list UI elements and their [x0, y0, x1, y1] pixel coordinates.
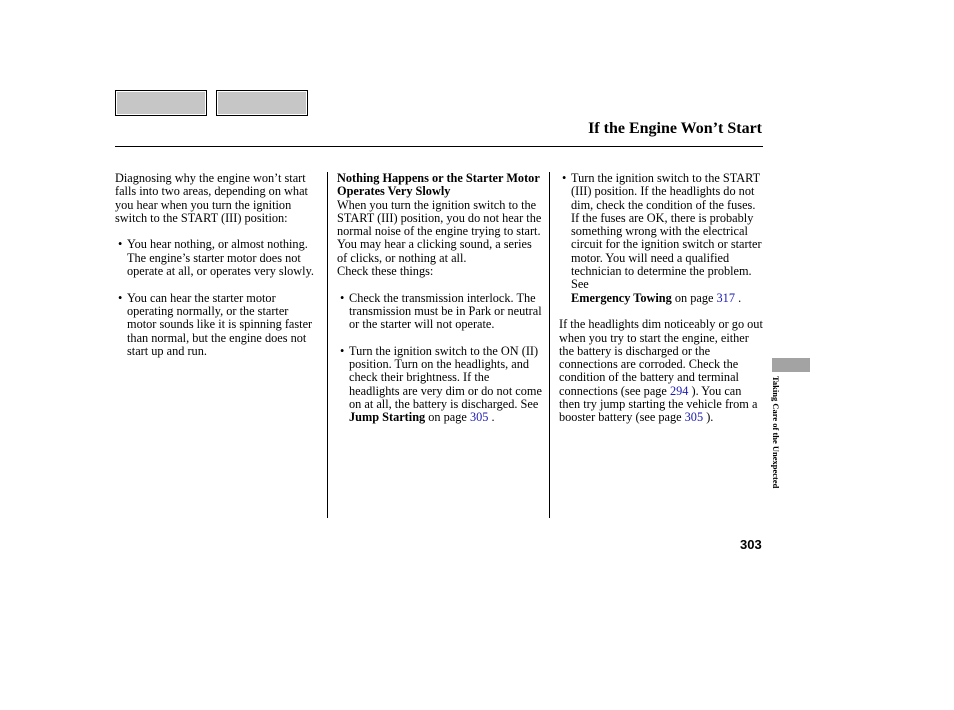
page-link[interactable]: 305	[684, 410, 704, 425]
page-link[interactable]: 305	[469, 410, 489, 425]
period: .	[738, 290, 742, 305]
bullet-icon: •	[340, 343, 345, 358]
check-label: Check these things:	[337, 264, 434, 279]
page-title: If the Engine Won’t Start	[588, 120, 762, 137]
bullet-icon: •	[118, 237, 123, 252]
paragraph-text: ).	[706, 410, 714, 425]
section-paragraph: When you turn the ignition switch to the START (III) position, you do not hear the normal noise of the engine trying to start. You may hear a clicking sound, a series of clicks, or nothing at all.	[337, 197, 542, 265]
bullet-text: Turn the ignition switch to the START (III) position. If the headlights do not dim, check the condition of the fuses. If the fuses are OK, there is probably something wrong with the electrical circuit for the ignition switch or starter motor. You will need a qualified technician to determine the problem. See	[571, 171, 762, 292]
bullet-text: You hear nothing, or almost nothing. The engine’s starter motor does not operate at all, or operates very slowly.	[127, 237, 314, 279]
bullet-text: Check the transmission interlock. The transmission must be in Park or neutral or the starter will not operate.	[349, 290, 542, 332]
on-page-text: on page	[428, 410, 467, 425]
jump-starting-ref[interactable]: Jump Starting	[349, 410, 426, 425]
list-item	[337, 345, 542, 425]
on-page-text: on page	[674, 290, 714, 305]
list-item	[115, 238, 320, 278]
page-link[interactable]: 294	[669, 383, 689, 398]
nav-button-1[interactable]	[115, 90, 207, 116]
bullet-icon: •	[562, 171, 567, 185]
bullet-text: You can hear the starter motor operating normally, or the starter motor sounds like it is spinning faster than normal, but the engine does not start up and run.	[127, 290, 313, 358]
battery-paragraph	[559, 318, 764, 424]
emergency-towing-ref[interactable]: Emergency Towing	[571, 290, 672, 305]
column-1	[115, 172, 320, 371]
page-number: 303	[740, 537, 762, 552]
column-2	[337, 172, 542, 438]
period: .	[491, 410, 495, 425]
section-label: Taking Care of the Unexpected	[771, 376, 781, 489]
intro-paragraph: Diagnosing why the engine won’t start falls into two areas, depending on what you hear when you turn the ignition switch to the START (III) position:	[115, 171, 308, 225]
column-divider-1	[327, 172, 328, 518]
list-item	[559, 172, 764, 305]
list-item	[115, 292, 320, 358]
paragraph-text: If the headlights dim noticeably or go out when you try to start the engine, either the battery is discharged or the connections are corroded. Check the condition of the battery and terminal connections (see page	[559, 317, 763, 398]
bullet-text: Turn the ignition switch to the ON (II) position. Turn on the headlights, and check their brightness. If the headlights are very dim or do not come on at all, the battery is discharged. See	[349, 343, 542, 412]
column-3	[559, 172, 764, 425]
title-divider	[115, 146, 763, 147]
bullet-icon: •	[118, 290, 123, 305]
section-tab[interactable]	[772, 358, 810, 372]
nav-button-2[interactable]	[216, 90, 308, 116]
column-divider-2	[549, 172, 550, 518]
paragraph-text: ). You can then try jump starting the vehicle from a booster battery (see page	[559, 383, 758, 425]
page-link[interactable]: 317	[716, 290, 735, 305]
list-item	[337, 292, 542, 332]
section-heading: Nothing Happens or the Starter Motor Operates Very Slowly	[337, 171, 540, 199]
bullet-icon: •	[340, 290, 345, 305]
